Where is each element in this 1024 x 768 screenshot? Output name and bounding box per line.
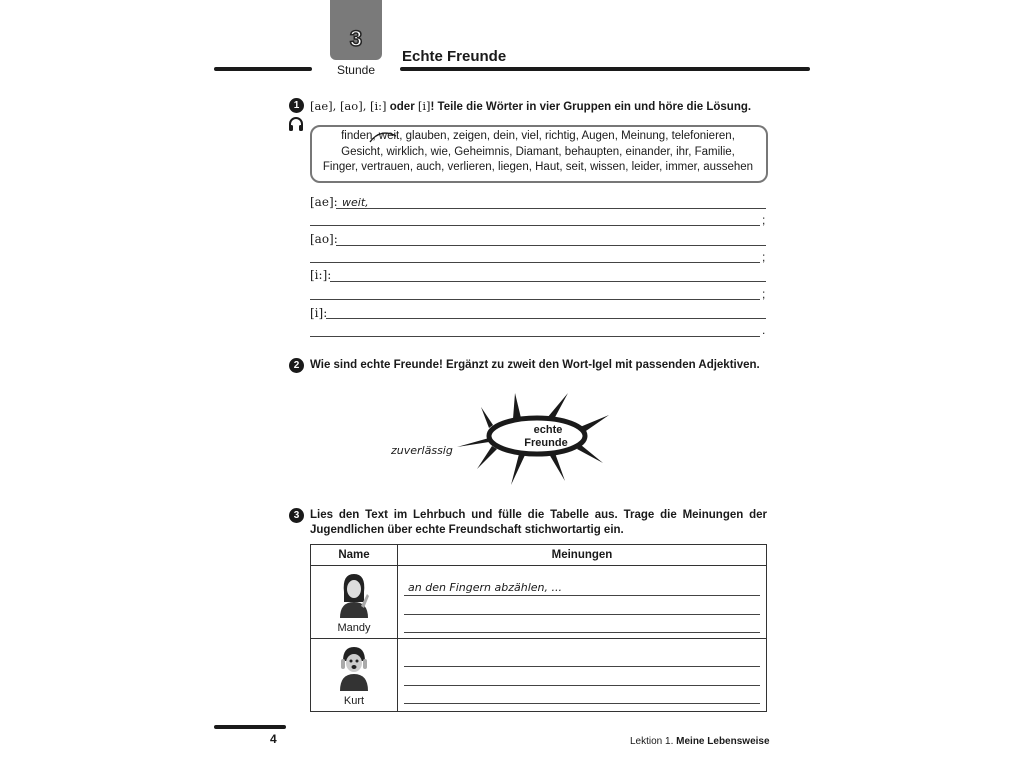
task3-instruction-line-1: Lies den Text im Lehrbuch und fülle die Tabelle aus. Trage die Meinungen der xyxy=(310,509,767,521)
task-number-1: 1 xyxy=(289,98,304,113)
col-header-opinions: Meinungen xyxy=(398,545,767,566)
headphones-icon xyxy=(288,116,304,137)
row-end-ii: ; xyxy=(762,287,766,301)
row-label-ao: [ao]: xyxy=(310,232,338,246)
col-header-name: Name xyxy=(311,545,398,566)
stunde-label: Stunde xyxy=(336,63,376,77)
task1-text: ! Teile die Wörter in vier Gruppen ein und höre die Lösung. xyxy=(430,101,752,113)
opinion-line[interactable] xyxy=(404,631,760,633)
answer-line-ae-2[interactable] xyxy=(310,224,760,226)
opinion-line[interactable] xyxy=(404,684,760,686)
task3-instruction-line-2: Jugendlichen über echte Freundschaft stichwortartig ein. xyxy=(310,524,624,536)
lesson-number: 3 xyxy=(349,26,363,51)
task1-sounds: [ae], [ao], [i:] xyxy=(310,99,387,113)
opinion-line[interactable] xyxy=(404,613,760,615)
hedgehog-spike xyxy=(547,393,568,421)
opinions-cell-mandy[interactable] xyxy=(398,566,767,639)
word-list-line-3: Finger, vertrauen, auch, verlieren, liegen, Haut, seit, wissen, leider, immer, aussehen xyxy=(322,161,754,173)
word-list-line-2: Gesicht, wirklich, wie, Geheimnis, Diamant, behaupten, einander, ihr, Familie, xyxy=(341,146,735,158)
hedgehog-spike xyxy=(511,454,525,485)
page-title: Echte Freunde xyxy=(402,48,507,65)
opinions-cell-kurt[interactable] xyxy=(398,639,767,712)
hedgehog-center-line-1: echte xyxy=(533,424,563,436)
hedgehog-spike xyxy=(481,407,493,428)
hedgehog-spike xyxy=(580,415,609,433)
footer-lektion xyxy=(630,736,770,747)
answer-line-ii-1[interactable] xyxy=(330,280,766,282)
hedgehog-spike xyxy=(477,446,497,469)
name-cell-kurt xyxy=(311,639,398,712)
table-row xyxy=(311,566,767,639)
task1-oder: oder xyxy=(389,101,415,113)
row-label-i: [i]: xyxy=(310,306,328,320)
opinion-line[interactable] xyxy=(404,665,760,667)
answer-line-ao-2[interactable] xyxy=(310,261,760,263)
answer-line-ao-1[interactable] xyxy=(336,244,766,246)
task-number-2: 2 xyxy=(289,358,304,373)
opinion-example-mandy: an den Fingern abzählen, ... xyxy=(408,581,563,594)
kurt-avatar xyxy=(336,645,372,691)
row-label-ii: [i:]: xyxy=(310,268,332,282)
answer-line-i-2[interactable] xyxy=(310,335,760,337)
row-example-ae: weit, xyxy=(342,196,369,209)
hedgehog-example: zuverlässig xyxy=(391,444,453,457)
footer-rule xyxy=(214,725,286,729)
hedgehog-spike xyxy=(513,393,521,419)
task-number-3: 3 xyxy=(289,508,304,523)
row-end-i: . xyxy=(762,323,766,337)
answer-line-ae-1[interactable] xyxy=(336,207,766,209)
hedgehog-spike xyxy=(457,438,489,447)
row-label-ae: [ae]: xyxy=(310,195,338,209)
task1-last-sound: [i] xyxy=(417,99,431,113)
task1-instruction xyxy=(310,99,751,113)
answer-line-ii-2[interactable] xyxy=(310,298,760,300)
word-list-line-1: finden, weit, glauben, zeigen, dein, viel, richtig, Augen, Meinung, telefonieren, xyxy=(341,130,735,142)
table-header-row xyxy=(311,545,767,566)
task2-instruction: Wie sind echte Freunde! Ergänzt zu zweit den Wort-Igel mit passenden Adjektiven. xyxy=(310,359,760,371)
hedgehog-spike xyxy=(577,445,603,463)
answer-line-i-1[interactable] xyxy=(326,317,766,319)
name-cell-mandy xyxy=(311,566,398,639)
name-mandy: Mandy xyxy=(337,622,371,634)
name-kurt: Kurt xyxy=(343,695,365,707)
strikethrough-mark xyxy=(368,130,398,144)
page-number: 4 xyxy=(270,732,277,746)
opinion-line[interactable] xyxy=(404,594,760,596)
opinion-line[interactable] xyxy=(404,702,760,704)
header-rule-left xyxy=(214,67,312,71)
hedgehog-spike xyxy=(549,453,565,481)
row-end-ae: ; xyxy=(762,213,766,227)
opinions-table xyxy=(310,544,767,712)
hedgehog-center-line-2: Freunde xyxy=(524,437,568,449)
table-row xyxy=(311,639,767,712)
row-end-ao: ; xyxy=(762,250,766,264)
footer-lektion-title: Meine Lebensweise xyxy=(676,736,770,747)
header-rule-right xyxy=(400,67,810,71)
mandy-avatar xyxy=(336,572,372,618)
footer-lektion-label: Lektion 1. xyxy=(630,736,674,747)
